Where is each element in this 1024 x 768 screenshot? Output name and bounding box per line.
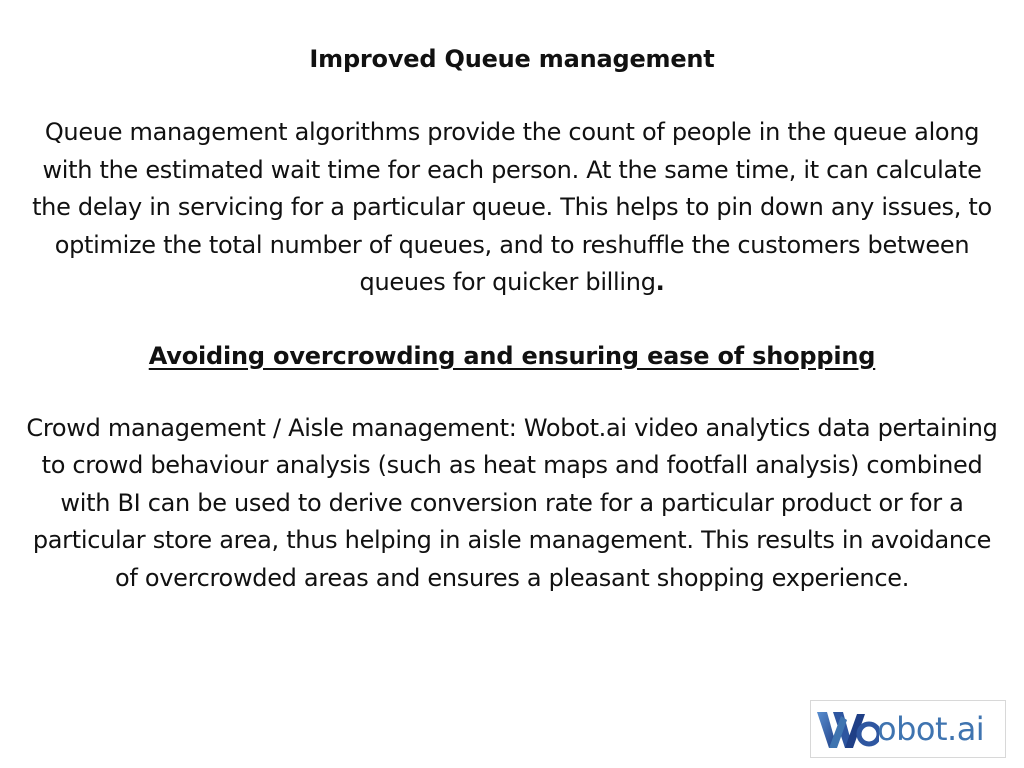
wobot-w-mark-icon	[817, 708, 879, 752]
section-body-crowd-management: Crowd management / Aisle management: Wobot.ai video analytics data pertaining to crowd behaviour analysis (such as heat maps and footfall analysis) combined with BI can be used to derive conversion rate for a particular product or for a particular store area, thus helping in aisle management. This results in avoidance of overcrowded areas and ensures a pleasant shopping experience.	[26, 413, 998, 592]
spacer	[24, 373, 1000, 410]
spacer	[24, 76, 1000, 114]
spacer	[24, 302, 1000, 339]
section-body-queue-management	[24, 114, 1000, 302]
queue-management-text: Queue management algorithms provide the count of people in the queue along with the estimated wait time for each person. At the same time, it can calculate the delay in servicing for a particular queue. This helps to pin down any issues, to optimize the total number of queues, and to reshuffle the customers between queues for quicker billing	[32, 118, 992, 296]
slide-content	[24, 42, 1000, 597]
section-title-queue-management: Improved Queue management	[309, 45, 715, 73]
section-title-overcrowding: Avoiding overcrowding and ensuring ease of shopping	[148, 341, 876, 370]
wobot-logo	[810, 700, 1006, 758]
logo-text: obot.ai	[877, 710, 985, 748]
queue-management-text-end: .	[655, 268, 665, 296]
